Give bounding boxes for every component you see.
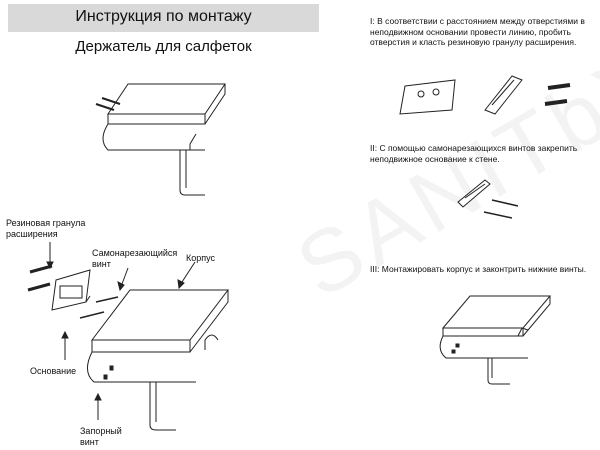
- exploded-view-drawing: [28, 266, 228, 430]
- label-rubber-plug: Резиновая гранула расширения: [6, 218, 86, 239]
- label-base: Основание: [30, 366, 77, 376]
- step2-drawing: [458, 180, 518, 218]
- product-title: Держатель для салфеток: [75, 38, 252, 55]
- label-body: Корпус: [186, 253, 216, 263]
- header-title: Инструкция по монтажу: [75, 8, 252, 25]
- label-locking-screw: Запорный винт: [80, 426, 122, 447]
- step3-drawing: [440, 296, 550, 384]
- step-1-text: I: В соответствии с расстоянием между отверстиями в неподвижном основании провести линию, пробить отверстия и класть резиновую гранулу расширения.: [370, 16, 585, 47]
- step-2-text: II: С помощью самонарезающихся винтов закрепить неподвижное основание к стене.: [370, 143, 578, 164]
- step-3-text: III: Монтажировать корпус и законтрить нижние винты.: [370, 264, 587, 274]
- step1-drawing: [400, 76, 570, 114]
- label-self-tapping-screw: Самонарезающийся винт: [92, 248, 178, 269]
- assembled-holder-drawing: [96, 84, 225, 195]
